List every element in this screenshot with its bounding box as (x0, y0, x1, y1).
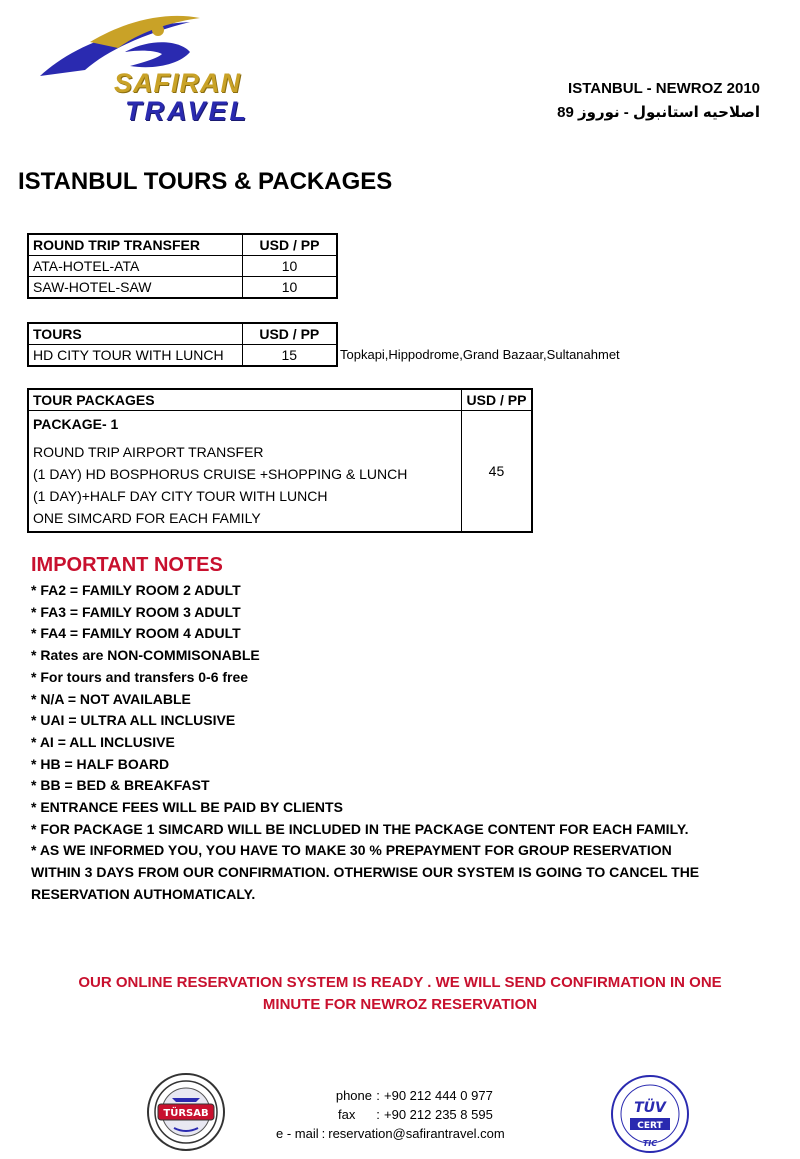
contact-email-row: e - mail : reservation@safirantravel.com (276, 1126, 505, 1141)
table-header-row (28, 234, 337, 256)
seal-label: TÜRSAB (163, 1108, 209, 1119)
note-item: * ENTRANCE FEES WILL BE PAID BY CLIENTS (31, 799, 343, 816)
header-cell: USD / PP (242, 323, 337, 345)
package-line: ONE SIMCARD FOR EACH FAMILY (33, 510, 261, 526)
packages-table (27, 388, 533, 533)
tuv-cert-seal (610, 1074, 690, 1159)
tuv-tic-label: TIC (642, 1139, 658, 1148)
note-item: * FA4 = FAMILY ROOM 4 ADULT (31, 625, 241, 642)
table-row (28, 256, 337, 277)
package-price: 45 (461, 411, 532, 533)
brand-name-line2: TRAVEL (125, 96, 249, 126)
package-line: (1 DAY) HD BOSPHORUS CRUISE +SHOPPING & LUNCH (33, 466, 408, 482)
tursab-seal-icon (146, 1072, 226, 1152)
note-item: * AI = ALL INCLUSIVE (31, 733, 175, 750)
document-title: ISTANBUL - NEWROZ 2010 (568, 80, 760, 97)
table-header-row (28, 389, 532, 411)
note-item: * HB = HALF BOARD (31, 755, 170, 772)
table-row (28, 345, 337, 367)
package-description (28, 411, 461, 533)
contact-fax-row: fax : +90 212 235 8 595 (290, 1105, 560, 1124)
tuv-cert-label: CERT (637, 1121, 663, 1131)
package-name: PACKAGE- 1 (33, 416, 119, 432)
table-row (28, 411, 532, 533)
table-header-row (28, 323, 337, 345)
header-cell: ROUND TRIP TRANSFER (28, 234, 243, 256)
email-label: e - mail (276, 1126, 319, 1141)
package-line: ROUND TRIP AIRPORT TRANSFER (33, 444, 264, 460)
note-item: RESERVATION AUTHOMATICALY. (31, 885, 256, 902)
note-item: * BB = BED & BREAKFAST (31, 777, 210, 794)
table-cell: HD CITY TOUR WITH LUNCH (28, 345, 242, 367)
document-subtitle-arabic: اصلاحیه استانبول - نوروز 89 (557, 104, 760, 121)
table-cell: 15 (242, 345, 337, 367)
table-cell: 10 (243, 277, 338, 299)
note-item: * AS WE INFORMED YOU, YOU HAVE TO MAKE 30 % PREPAYMENT FOR GROUP RESERVATION (31, 842, 672, 859)
package-line: (1 DAY)+HALF DAY CITY TOUR WITH LUNCH (33, 488, 328, 504)
tour-sights-note: Topkapi,Hippodrome,Grand Bazaar,Sultanahmet (340, 347, 620, 362)
header-cell: TOUR PACKAGES (28, 389, 461, 411)
note-item: * FA3 = FAMILY ROOM 3 ADULT (31, 603, 241, 620)
note-item: * N/A = NOT AVAILABLE (31, 690, 191, 707)
contact-block (276, 1086, 560, 1143)
header-right (557, 80, 760, 121)
table-cell: ATA-HOTEL-ATA (28, 256, 243, 277)
note-item: WITHIN 3 DAYS FROM OUR CONFIRMATION. OTHERWISE OUR SYSTEM IS GOING TO CANCEL THE (31, 864, 700, 881)
email-link[interactable]: reservation@safirantravel.com (328, 1126, 505, 1141)
notes-title: IMPORTANT NOTES (31, 554, 223, 576)
transfer-table (27, 233, 338, 299)
fax-label: fax (338, 1107, 356, 1122)
phone-number[interactable]: +90 212 444 0 977 (384, 1088, 493, 1103)
table-cell: SAW-HOTEL-SAW (28, 277, 243, 299)
tursab-seal (146, 1072, 226, 1157)
notice-line: OUR ONLINE RESERVATION SYSTEM IS READY . WE WILL SEND CONFIRMATION IN ONE (78, 974, 722, 991)
table-cell: 10 (243, 256, 338, 277)
note-item: * FOR PACKAGE 1 SIMCARD WILL BE INCLUDED IN THE PACKAGE CONTENT FOR EACH FAMILY. (31, 820, 689, 837)
contact-phone-row: phone : +90 212 444 0 977 (290, 1086, 560, 1105)
header-cell: USD / PP (243, 234, 338, 256)
phone-label: phone (335, 1088, 372, 1103)
fax-number: +90 212 235 8 595 (384, 1107, 493, 1122)
tours-table (27, 322, 338, 367)
table-row (28, 277, 337, 299)
online-reservation-notice (40, 972, 760, 1016)
notes-list (31, 580, 751, 906)
tuv-cert-icon (610, 1074, 690, 1154)
note-item: * FA2 = FAMILY ROOM 2 ADULT (31, 582, 241, 598)
notice-line: MINUTE FOR NEWROZ RESERVATION (262, 996, 538, 1013)
header-cell: USD / PP (461, 389, 532, 411)
tuv-label: TÜV (634, 1100, 666, 1116)
header-cell: TOURS (28, 323, 242, 345)
note-item: * For tours and transfers 0-6 free (31, 668, 249, 685)
page-title: ISTANBUL TOURS & PACKAGES (18, 168, 393, 195)
note-item: * UAI = ULTRA ALL INCLUSIVE (31, 712, 236, 729)
note-item: * Rates are NON-COMMISONABLE (31, 647, 260, 664)
brand-name-line1: SAFIRAN (114, 68, 241, 98)
